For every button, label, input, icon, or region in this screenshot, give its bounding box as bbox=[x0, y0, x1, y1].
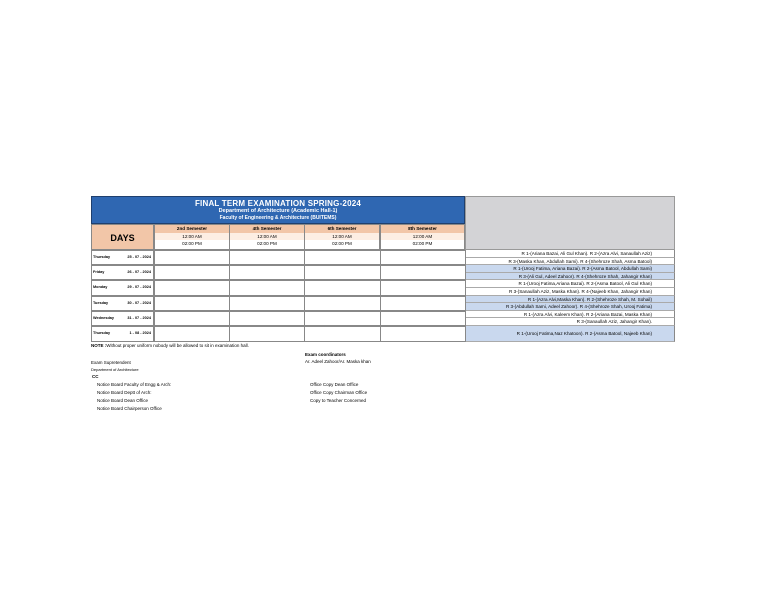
day-date: 26 - 07 - 2024 bbox=[127, 269, 151, 274]
invigilation-line: R 1-(Urooj Fatima,Naz Khatoon). R 2-(Asma Batool, Najeeb Khan) bbox=[465, 326, 675, 342]
invigilation-line: R 3-(Abdullah Sami, Adeel Zahoor). R 4-(Shehroze Shah, Urooj Fatima) bbox=[465, 303, 675, 311]
timetable-cell bbox=[154, 265, 230, 280]
day-row bbox=[91, 296, 154, 311]
day-row bbox=[91, 250, 154, 265]
cc-copy: Office Copy Chairman Office bbox=[310, 390, 368, 395]
timetable-cell bbox=[229, 326, 305, 342]
timetable-cell bbox=[380, 250, 466, 265]
day-row bbox=[91, 280, 154, 296]
department-sign: Department of Architecture bbox=[91, 367, 139, 372]
cc-item: Notice Board Faculty of Engg & Arch: bbox=[97, 382, 172, 387]
day-date: 25 - 07 - 2024 bbox=[127, 254, 151, 259]
cc-item: Notice Board Deptt of Arch: bbox=[97, 390, 152, 395]
timetable-cell bbox=[304, 311, 381, 326]
cc-item: Notice Board Chairperson Office bbox=[97, 406, 162, 411]
semester-name: 8th Semester bbox=[381, 225, 464, 233]
faculty-line: Faculty of Engineering & Architecture (BUITEMS) bbox=[219, 215, 337, 221]
coordinators-label: Exam coordinators bbox=[305, 352, 346, 357]
timetable-cell bbox=[154, 280, 230, 296]
invigilation-line: R 1-(Ariana Bazai, Ali Gul Khan). R 2-(Azra Alvi, Sanaullah Aziz) bbox=[465, 250, 675, 258]
invigilation-line: R 1-(Urooj Fatima, Ariana Bazai). R 2-(Asma Batool, Abdullah Sami) bbox=[465, 265, 675, 273]
semester-start-time: 12:00 AM bbox=[381, 233, 464, 241]
semester-header-6th bbox=[304, 224, 380, 250]
semester-start-time: 12:00 AM bbox=[230, 233, 304, 241]
day-date: 31 - 07 - 2024 bbox=[127, 315, 151, 320]
department-line: Department of Architecture (Academic Hall-1) bbox=[218, 208, 338, 214]
semester-header-8th bbox=[380, 224, 465, 250]
timetable-cell bbox=[304, 250, 381, 265]
day-row bbox=[91, 311, 154, 326]
invigilation-line: R 3-(Sanaullah Aziz, Jahangir Khan). bbox=[465, 318, 675, 326]
note-text: Without proper uniform nobody will be allowed to sit in examination hall. bbox=[106, 343, 249, 348]
timetable-cell bbox=[380, 326, 466, 342]
timetable-cell bbox=[229, 280, 305, 296]
day-name: Thursday bbox=[93, 331, 111, 336]
cc-copy: Copy to Teacher Concerned bbox=[310, 398, 366, 403]
semester-name: 6th Semester bbox=[305, 225, 379, 233]
exam-header bbox=[91, 196, 465, 224]
timetable-cell bbox=[229, 265, 305, 280]
timetable-cell bbox=[154, 326, 230, 342]
timetable-cell bbox=[380, 296, 466, 311]
timetable-cell bbox=[154, 250, 230, 265]
day-row bbox=[91, 326, 154, 342]
exam-title: FINAL TERM EXAMINATION SPRING-2024 bbox=[194, 199, 362, 208]
day-name: Thursday bbox=[93, 254, 111, 259]
invigilation-line: R 3-(Maska Khan, Abdullah Sami). R 4-(Shehroze Shah, Asma Batool) bbox=[465, 258, 675, 266]
day-date: 30 - 07 - 2024 bbox=[127, 300, 151, 305]
timetable-cell bbox=[380, 280, 466, 296]
day-row bbox=[91, 265, 154, 280]
timetable-cell bbox=[229, 311, 305, 326]
day-name: Wednesday bbox=[93, 315, 115, 320]
exam-superintendent: Exam Supretendent bbox=[91, 360, 131, 365]
timetable-cell bbox=[229, 296, 305, 311]
note-line bbox=[91, 343, 249, 348]
timetable-cell bbox=[380, 265, 466, 280]
timetable-cell bbox=[304, 265, 381, 280]
timetable-cell bbox=[304, 296, 381, 311]
timetable-cell bbox=[304, 326, 381, 342]
days-heading: DAYS bbox=[91, 224, 154, 250]
semester-end-time: 02:00 PM bbox=[381, 240, 464, 248]
timetable-cell bbox=[154, 311, 230, 326]
grey-panel bbox=[465, 196, 675, 250]
day-name: Friday bbox=[93, 269, 105, 274]
day-name: Monday bbox=[93, 285, 108, 290]
semester-header-2nd bbox=[154, 224, 230, 250]
day-date: 1 - 08 - 2024 bbox=[129, 331, 151, 336]
cc-copy: Office Copy Dean Office bbox=[310, 382, 359, 387]
semester-name: 4th Semester bbox=[230, 225, 304, 233]
invigilation-line: R 1-(Azra Alvi,Maska Khan). R 2-(Shehroze Shah, M. Sohail) bbox=[465, 296, 675, 304]
timetable-cell bbox=[380, 311, 466, 326]
invigilation-line: R 1-(Urooj Fatima,Ariana Bazai). R 2-(Asma Batool, Ali Gul Khan) bbox=[465, 280, 675, 288]
semester-end-time: 02:00 PM bbox=[230, 240, 304, 248]
semester-end-time: 02:00 PM bbox=[305, 240, 379, 248]
semester-start-time: 12:00 AM bbox=[305, 233, 379, 241]
invigilation-line: R 1-(Azra Alvi, Kaleem Khan). R 2-(Ariana Bazai, Maska Khan) bbox=[465, 311, 675, 319]
semester-name: 2nd Semester bbox=[155, 225, 229, 233]
day-date: 29 - 07 - 2024 bbox=[127, 285, 151, 290]
cc-label: CC bbox=[92, 374, 99, 379]
timetable-cell bbox=[154, 296, 230, 311]
semester-end-time: 02:00 PM bbox=[155, 240, 229, 248]
day-name: Tuesday bbox=[93, 300, 109, 305]
invigilation-line: R 3-(Sanaullah Aziz, Maska Khan). R 4-(Najeeb Khan, Jahangir Khan) bbox=[465, 288, 675, 296]
cc-item: Notice Board Dean Office bbox=[97, 398, 148, 403]
timetable-cell bbox=[229, 250, 305, 265]
note-label: NOTE : bbox=[91, 343, 107, 348]
timetable-cell bbox=[304, 280, 381, 296]
semester-header-4th bbox=[229, 224, 305, 250]
coordinators-names: Ar. Adeel Zahoor/Ar. Maska khan bbox=[305, 359, 371, 364]
invigilation-line: R 3-(Ali Gul, Adeel Zahoor). R 4-(Shehroze Shah, Jahangir Khan) bbox=[465, 273, 675, 281]
semester-start-time: 12:00 AM bbox=[155, 233, 229, 241]
